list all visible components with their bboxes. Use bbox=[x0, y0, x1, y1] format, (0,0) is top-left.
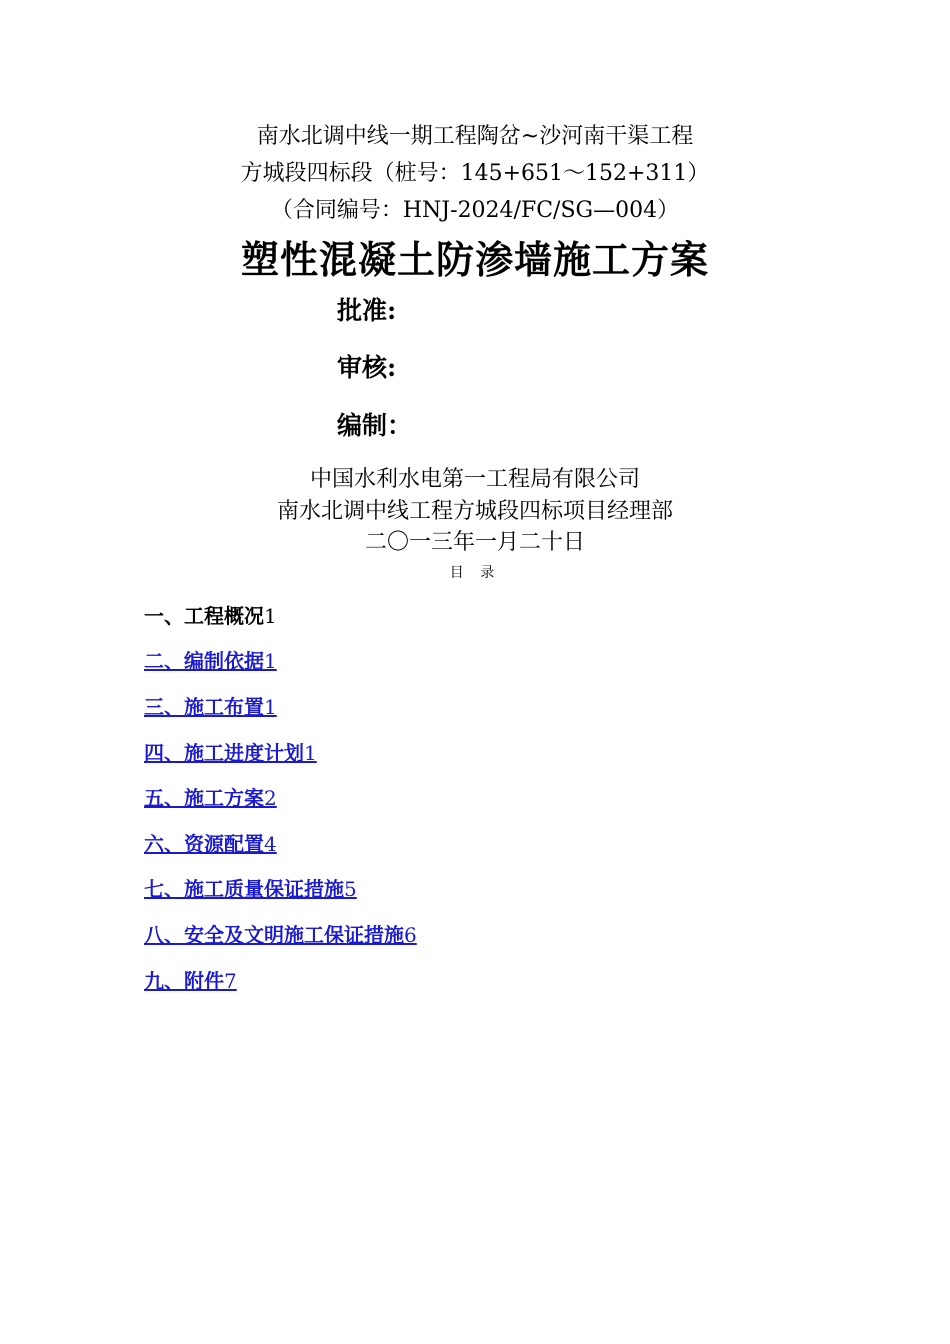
toc-item-label: 九、附件 bbox=[144, 969, 224, 993]
toc-item-page: 6 bbox=[404, 923, 417, 947]
toc-item-quality[interactable] bbox=[144, 875, 357, 903]
compile-label: 编制： bbox=[337, 411, 413, 440]
document-title: 塑性混凝土防渗墙施工方案 bbox=[240, 237, 709, 282]
department-name: 南水北调中线工程方城段四标项目经理部 bbox=[276, 499, 673, 524]
toc-item-schedule[interactable] bbox=[144, 739, 317, 767]
section-line: 方城段四标段（桩号：145+651～152+311） bbox=[240, 161, 710, 186]
toc-item-label: 八、安全及文明施工保证措施 bbox=[144, 923, 404, 947]
toc-item-label: 四、施工进度计划 bbox=[144, 741, 304, 765]
toc-item-resources[interactable] bbox=[144, 830, 277, 858]
document-date: 二〇一三年一月二十日 bbox=[364, 530, 585, 555]
toc-item-page: 1 bbox=[304, 741, 317, 765]
toc-item-overview[interactable] bbox=[144, 602, 277, 630]
toc-item-attachments[interactable] bbox=[144, 967, 237, 995]
toc-item-page: 5 bbox=[344, 877, 357, 901]
toc-item-layout[interactable] bbox=[144, 693, 277, 721]
toc-item-page: 7 bbox=[224, 969, 237, 993]
company-name: 中国水利水电第一工程局有限公司 bbox=[309, 467, 640, 492]
contract-number-line: （合同编号：HNJ-2024/FC/SG—004） bbox=[270, 198, 680, 223]
toc-item-page: 4 bbox=[264, 832, 277, 856]
toc-item-label: 七、施工质量保证措施 bbox=[144, 877, 344, 901]
toc-title: 目 录 bbox=[449, 565, 501, 581]
toc-item-label: 一、工程概况 bbox=[144, 604, 264, 628]
toc-item-page: 1 bbox=[264, 604, 277, 628]
toc-item-label: 三、施工布置 bbox=[144, 695, 264, 719]
review-label: 审核: bbox=[337, 353, 397, 382]
toc-item-page: 2 bbox=[264, 786, 277, 810]
toc-item-basis[interactable] bbox=[144, 647, 277, 675]
toc-item-label: 二、编制依据 bbox=[144, 649, 264, 673]
toc-item-page: 1 bbox=[264, 695, 277, 719]
toc-item-safety[interactable] bbox=[144, 921, 417, 949]
project-name-line: 南水北调中线一期工程陶岔~沙河南干渠工程 bbox=[256, 124, 694, 149]
toc-item-page: 1 bbox=[264, 649, 277, 673]
toc-item-plan[interactable] bbox=[144, 784, 277, 812]
toc-item-label: 六、资源配置 bbox=[144, 832, 264, 856]
toc-item-label: 五、施工方案 bbox=[144, 786, 264, 810]
approve-label: 批准: bbox=[337, 296, 397, 325]
